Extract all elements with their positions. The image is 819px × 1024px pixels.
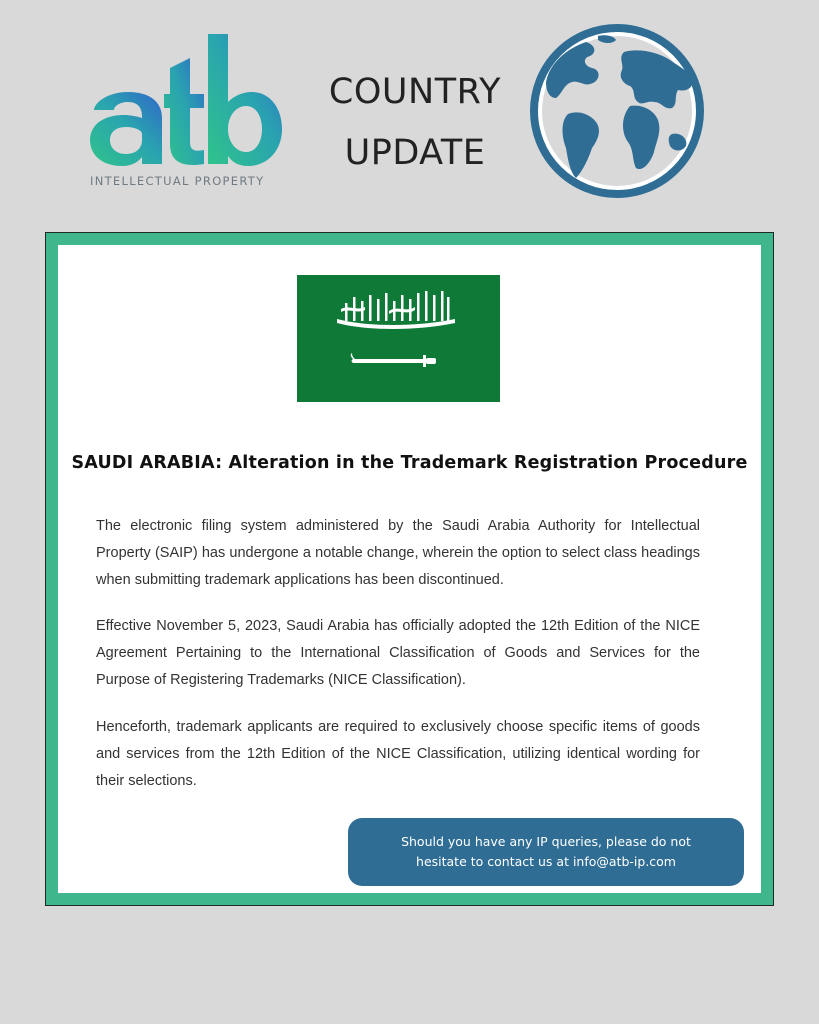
paragraph-2: Effective November 5, 2023, Saudi Arabia has officially adopted the 12th Edition of the NICE Agreement Pertaining to the International Classification of Goods and Services for the Purpose of Registering Trademarks (NICE Classification). [96,618,700,688]
logo-subtitle: INTELLECTUAL PROPERTY [90,174,265,188]
article-title: SAUDI ARABIA: Alteration in the Trademark Registration Procedure [71,453,748,473]
paragraph-3: Henceforth, trademark applicants are required to exclusively choose specific items of goods and services from the 12th Edition of the NICE Classification, utilizing identical wording for their selections. [96,719,700,789]
paragraph-1: The electronic filing system administered by the Saudi Arabia Authority for Intellectual Property (SAIP) has undergone a notable change, wherein the option to select class headings when submitting trademark applications has been discontinued. [96,518,700,588]
saudi-arabia-flag-icon [297,275,500,402]
atb-logo [88,30,283,190]
headline-line-2: UPDATE [344,133,486,174]
globe-icon [528,22,706,200]
headline-line-1: COUNTRY [328,72,502,112]
contact-line-1: Should you have any IP queries, please do not [401,834,691,849]
headline [300,62,530,185]
article-card-inner [58,245,761,893]
article-card [45,232,774,906]
contact-line-2: hesitate to contact us at info@atb-ip.com [416,854,676,869]
atb-logo-mark [88,30,283,170]
contact-banner [348,818,744,886]
